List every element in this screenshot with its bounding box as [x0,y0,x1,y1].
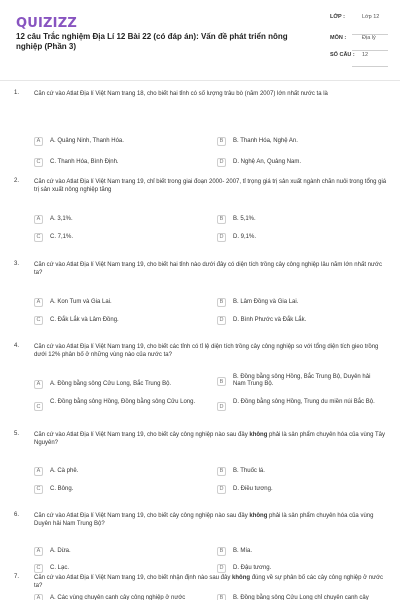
option-a[interactable] [34,296,112,308]
option-text: D. Đồng bằng sông Hồng, Trung du miền núi Bắc Bộ. [233,399,375,405]
option-letter: A [34,380,43,389]
option-letter: D [217,485,226,494]
option-text: B. Đồng bằng sông Cửu Long chỉ chuyên canh cây [233,594,369,600]
option-text: D. Đậu tương. [233,564,272,571]
meta-count-row [330,52,390,65]
question-number: 1. [14,90,20,96]
worksheet-meta [330,14,390,65]
option-text: C. Lạc. [50,564,70,571]
question-number: 2. [14,178,20,184]
question-text: Căn cứ vào Atlat Địa lí Việt Nam trang 19, cho biết các tỉnh có tỉ lệ diện tích trồng cây công nghiệp so với tổng diện tích gieo trồng dưới 12% phân bố ở những vùng nào của nước ta? [34,344,379,358]
question-text: Căn cứ vào Atlat Địa lí Việt Nam trang 19, cho biết hai tỉnh nào dưới đây có diện tích trồng cây công nghiệp lâu năm lớn nhất nước ta? [34,262,382,276]
meta-underline [352,66,388,67]
option-letter: D [217,402,226,411]
question-4 [14,343,392,363]
meta-class-row [330,14,390,35]
option-b[interactable] [217,592,369,600]
option-text: A. Quảng Ninh, Thanh Hóa. [50,137,124,144]
meta-subject-label: MÔN : [330,35,347,41]
option-d[interactable] [217,562,271,574]
question-1 [14,90,392,154]
quizizz-logo[interactable] [16,14,77,30]
option-a[interactable] [34,378,171,390]
option-c[interactable] [34,399,200,419]
option-d[interactable] [217,399,383,419]
option-text: B. Đồng bằng sông Hồng, Bắc Trung Bộ, Duyên hải Nam Trung Bộ. [233,374,371,387]
worksheet-title: 12 câu Trắc nghiệm Địa Lí 12 Bài 22 (có đáp án): Vấn đề phát triển nông nghiệp (Phần 3) [16,32,288,51]
question-text-part: phải là sản phẩm chuyên hóa của vùng Tây Nguyên? [34,432,386,446]
meta-class-label: LỚP : [330,14,345,20]
question-text-part: phải là sản phẩm chuyên hóa của vùng Duyên hải Nam Trung Bộ? [34,513,374,527]
option-letter: D [217,564,226,573]
question-number: 5. [14,431,20,437]
option-text: C. Đắk Lắk và Lâm Đồng. [50,316,119,323]
meta-subject-value: Địa lý [362,35,376,41]
option-letter: B [217,137,226,146]
option-d[interactable] [217,156,301,168]
option-letter: C [34,316,43,325]
option-text: B. Lâm Đồng và Gia Lai. [233,298,299,305]
question-3 [14,261,392,281]
option-letter: A [34,467,43,476]
option-text: D. Điều tương. [233,485,273,492]
option-a[interactable] [34,135,124,147]
option-d[interactable] [217,231,256,243]
option-text: C. Đồng bằng sông Hồng, Đồng bằng sông Cửu Long. [50,399,196,405]
question-text [34,431,389,447]
option-text: A. Đồng bằng sông Cửu Long, Bắc Trung Bộ. [50,380,172,387]
question-6 [14,512,392,532]
question-text-emphasis: không [249,513,268,519]
option-text: A. Cà phê. [50,467,79,474]
option-letter: C [34,402,43,411]
option-c[interactable] [34,314,119,326]
option-text: B. 5,1%. [233,215,256,222]
option-letter: B [217,215,226,224]
question-text-part: Căn cứ vào Atlat Địa lí Việt Nam trang 19, cho biết nhận định nào sau đây [34,575,233,581]
option-b[interactable] [217,213,256,225]
question-7 [14,574,392,594]
meta-underline [352,34,388,35]
option-letter: C [34,158,43,167]
question-text-emphasis: không [232,575,251,581]
option-b[interactable] [217,545,252,557]
question-number: 4. [14,343,20,349]
option-c[interactable] [34,231,73,243]
option-letter: A [34,215,43,224]
meta-count-label: SỐ CÂU : [330,52,355,58]
option-text: C. 7,1%. [50,233,74,240]
option-text: D. Nghệ An, Quảng Nam. [233,158,302,165]
question-text [34,512,389,528]
option-letter: B [217,594,226,600]
option-b[interactable] [217,296,298,308]
option-letter: A [34,298,43,307]
option-letter: C [34,564,43,573]
question-text-part: Căn cứ vào Atlat Địa lí Việt Nam trang 19, cho biết cây công nghiệp nào sau đây [34,432,250,438]
question-text-emphasis: không [249,432,268,438]
option-letter: A [34,594,43,600]
option-text: C. Thanh Hóa, Bình Định. [50,158,119,165]
question-text: Căn cứ vào Atlat Địa lí Việt Nam trang 18, cho biết hai tỉnh có số lượng trâu bò (năm 2007) lớn nhất nước ta là [34,91,328,97]
question-number: 3. [14,261,20,267]
option-text: B. Thanh Hóa, Nghệ An. [233,137,298,144]
header-divider [0,80,400,81]
option-d[interactable] [217,483,273,495]
question-number: 6. [14,512,20,518]
option-a[interactable] [34,592,185,600]
option-text: C. Bông. [50,485,74,492]
option-letter: D [217,316,226,325]
question-text [34,574,389,590]
option-text: B. Mía. [233,547,253,554]
meta-underline [352,50,388,51]
option-a[interactable] [34,545,71,557]
question-text-part: đúng về sự phân bố các cây công nghiệp ở nước ta? [34,575,384,589]
logo-text: QUIZIZZ [16,16,77,31]
option-b[interactable] [217,465,265,477]
question-text: Căn cứ vào Atlat Địa lí Việt Nam trang 19, chỉ biết trong giai đoạn 2000- 2007, tỉ trọng giá trị sản xuất ngành chăn nuôi trong tổng giá trị sản xuất nông nghiệp tăng [34,179,387,193]
option-letter: D [217,158,226,167]
option-text: A. Các vùng chuyên canh cây công nghiệp ở nước [50,594,186,600]
option-c[interactable] [34,562,69,574]
option-text: A. 3,1%. [50,215,73,222]
option-text: D. 9,1%. [233,233,257,240]
meta-class-value: Lớp 12 [362,14,380,20]
option-letter: B [217,377,226,386]
option-letter: C [34,485,43,494]
question-2 [14,178,392,238]
option-text: A. Dừa. [50,547,71,554]
option-text: D. Bình Phước và Đắk Lắk. [233,316,307,323]
option-b[interactable] [217,135,298,147]
option-d[interactable] [217,314,306,326]
option-letter: B [217,298,226,307]
option-letter: A [34,547,43,556]
option-letter: A [34,137,43,146]
option-letter: B [217,547,226,556]
option-c[interactable] [34,156,119,168]
meta-subject-row [330,35,390,48]
question-text-part: Căn cứ vào Atlat Địa lí Việt Nam trang 19, cho biết cây công nghiệp nào sau đây [34,513,250,519]
option-letter: D [217,233,226,242]
option-b[interactable] [217,374,383,394]
option-text: A. Kon Tum và Gia Lai. [50,298,112,305]
meta-count-value: 12 [362,52,369,58]
option-letter: B [217,467,226,476]
option-c[interactable] [34,483,73,495]
question-5 [14,431,392,451]
option-text: B. Thuốc lá. [233,467,265,474]
option-letter: C [34,233,43,242]
question-number: 7. [14,574,20,580]
option-a[interactable] [34,213,73,225]
option-a[interactable] [34,465,78,477]
